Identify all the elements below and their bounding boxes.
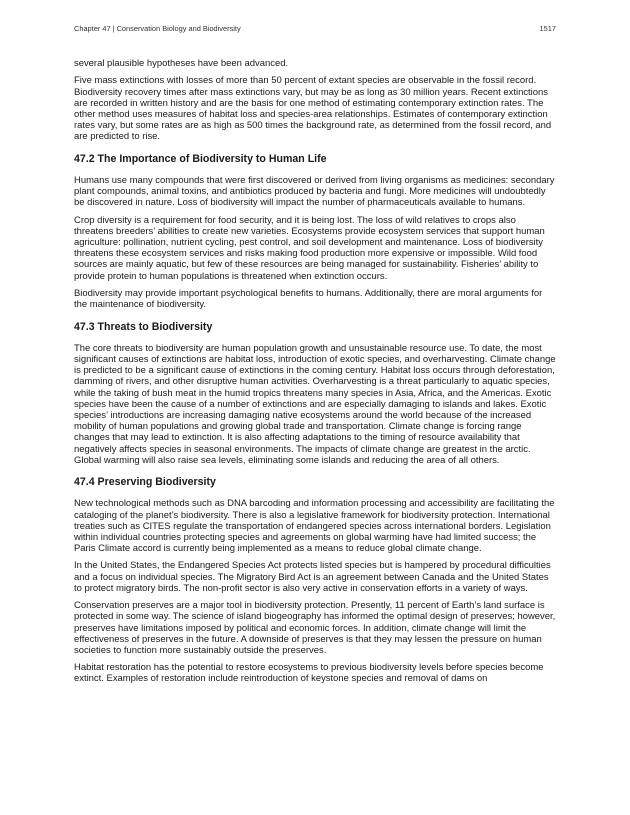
paragraph: The core threats to biodiversity are human population growth and unsustainable resource use. To date, the most significant causes of extinctions are habitat loss, introduction of exotic species, and overharvesting. Climate change is predicted to be a significant cause of extinctions in the coming century. Habitat loss occurs through deforestation, damming of rivers, and other disruptive human activities. Overharvesting is a threat particularly to aquatic species, while the taking of bush meat in the humid tropics threatens many species in Asia, Africa, and the Americas. Exotic species have been the cause of a number of extinctions and are especially damaging to islands and lakes. Exotic species’ introductions are increasing damaging native ecosystems around the world because of the increased mobility of human populations and growing global trade and transportation. Climate change is forcing range changes that may lead to extinction. It is also affecting adaptations to the timing of resource availability that negatively affects species in seasonal environments. The impacts of climate change are greatest in the arctic. Global warming will also raise sea levels, eliminating some islands and reducing the area of all others. xyxy=(74,342,556,466)
paragraph: Conservation preserves are a major tool in biodiversity protection. Presently, 11 percent of Earth’s land surface is protected in some way. The science of island biogeography has informed the optimal design of preserves; however, preserves have limitations imposed by political and economic forces. In addition, climate change will limit the effectiveness of preserves in the future. A downside of preserves is that they may lessen the pressure on human societies to function more sustainably outside the preserves. xyxy=(74,600,556,656)
body-text xyxy=(74,58,556,691)
paragraph: several plausible hypotheses have been advanced. xyxy=(74,58,289,69)
section-heading-47-4: 47.4 Preserving Biodiversity xyxy=(74,476,216,489)
paragraph: New technological methods such as DNA barcoding and information processing and accessibility are facilitating the cataloging of the planet’s biodiversity. There is also a legislative framework for biodiversity protection. International treaties such as CITES regulate the transportation of endangered species across international borders. Legislation within individual countries protecting species and agreements on global warming have had limited success; the Paris Climate accord is currently being implemented as a means to reduce global climate change. xyxy=(74,498,555,555)
paragraph: Crop diversity is a requirement for food security, and it is being lost. The loss of wild relatives to crops also threatens breeders’ abilities to create new varieties. Ecosystems provide ecosystem services that support human agriculture: pollination, nutrient cycling, pest control, and soil development and maintenance. Loss of biodiversity threatens these ecosystem services and risks making food production more expensive or impossible. Wild food sources are mainly aquatic, but few of these resources are being managed for sustainability. Fisheries’ ability to provide protein to human populations is threatened when extinction occurs. xyxy=(74,214,545,282)
section-heading-47-3: 47.3 Threats to Biodiversity xyxy=(74,320,213,333)
section-heading-47-2: 47.2 The Importance of Biodiversity to Human Life xyxy=(74,152,327,165)
paragraph: Five mass extinctions with losses of more than 50 percent of extant species are observable in the fossil record. Biodiversity recovery times after mass extinctions vary, but may be as long as 30 million years. Recent extinctions are recorded in written history and are the basis for one method of estimating contemporary extinction rates. The other method uses measures of habitat loss and species-area relationships. Estimates of contemporary extinction rates vary, but some rates are as high as 500 times the background rate, as determined from the fossil record, and are predicted to rise. xyxy=(74,75,552,143)
paragraph: In the United States, the Endangered Species Act protects listed species but is hampered by procedural difficulties and a focus on individual species. The Migratory Bird Act is an agreement between Canada and the United States to protect migratory birds. The non-profit sector is also very active in conservation efforts in a variety of ways. xyxy=(74,560,551,594)
paragraph: Biodiversity may provide important psychological benefits to humans. Additionally, there are moral arguments for the maintenance of biodiversity. xyxy=(74,287,543,311)
paragraph: Humans use many compounds that were first discovered or derived from living organisms as medicines: secondary plant compounds, animal toxins, and antibiotics produced by bacteria and fungi. More medicines will undoubtedly be discovered in nature. Loss of biodiversity will impact the number of pharmaceuticals available to humans. xyxy=(74,174,555,209)
page-number: 1517 xyxy=(539,24,556,33)
chapter-title: Chapter 47 | Conservation Biology and Biodiversity xyxy=(74,24,241,33)
paragraph: Habitat restoration has the potential to restore ecosystems to previous biodiversity levels before species become extinct. Examples of restoration include reintroduction of keystone species and removal of dams on xyxy=(74,662,544,685)
